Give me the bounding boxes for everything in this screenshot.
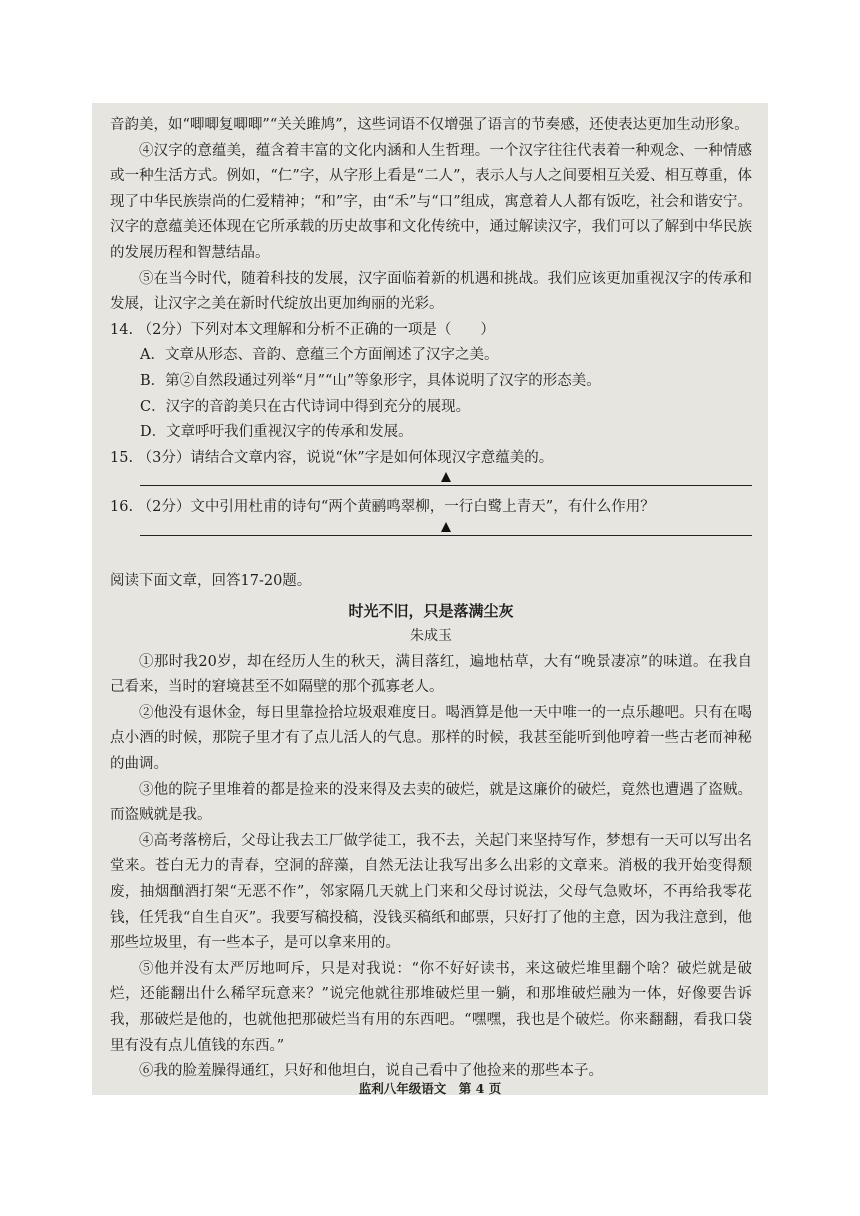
question-14-option-a[interactable]: A．文章从形态、音韵、意蕴三个方面阐述了汉字之美。 — [140, 347, 499, 364]
article-paragraph-5: ⑤他并没有太严厉地呵斥，只是对我说：“你不好好读书，来这破烂堆里翻个啥？破烂就是破烂，还能翻出什么稀罕玩意来？”说完他就往那堆破烂里一躺，和那堆破烂融为一体，好像要告诉我，那破烂是他的，也就他把那破烂当有用的东西吧。“嘿嘿，我也是个破烂。你来翻翻，看我口袋里有没有点儿值钱的东西。” — [110, 960, 752, 1054]
article-paragraph-3: ③他的院子里堆着的都是捡来的没来得及去卖的破烂，就是这廉价的破烂，竟然也遭遇了盗贼。而盗贼就是我。 — [110, 781, 752, 824]
article-paragraph-6: ⑥我的脸羞臊得通红，只好和他坦白，说自己看中了他捡来的那些本子。 — [139, 1063, 603, 1080]
article-paragraph-4: ④高考落榜后，父母让我去工厂做学徒工，我不去，关起门来坚持写作，梦想有一天可以写出名堂来。苍白无力的青春，空洞的辞藻，自然无法让我写出多么出彩的文章来。消极的我开始变得颓废，抽烟酗酒打架“无恶不作”，邻家隔几天就上门来和父母讨说法，父母气急败坏，不再给我零花钱，任凭我“自生自灭”。我要写稿投稿，没钱买稿纸和邮票，只好打了他的主意，因为我注意到，他那些垃圾里，有一些本子，是可以拿来用的。 — [110, 832, 752, 952]
article-paragraph-1: ①那时我20岁，却在经历人生的秋天，满目落红，遍地枯草，大有“晚景凄凉”的味道。在我自己看来，当时的窘境甚至不如隔壁的那个孤寡老人。 — [110, 653, 752, 696]
question-14-option-c[interactable]: C．汉字的音韵美只在古代诗词中得到充分的展现。 — [140, 398, 471, 415]
passage-paragraph-4: ④汉字的意蕴美，蕴含着丰富的文化内涵和人生哲理。一个汉字往往代表着一种观念、一种情感或一种生活方式。例如，“仁”字，从字形上看是“二人”，表示人与人之间要相互关爱、相互尊重，体现了中华民族崇尚的仁爱精神；“和”字，由“禾”与“口”组成，寓意着人人都有饭吃，社会和谐安宁。汉字的意蕴美还体现在它所承载的历史故事和文化传统中，通过解读汉字，我们可以了解到中华民族的发展历程和智慧结晶。 — [110, 142, 752, 261]
answer-rule — [140, 485, 752, 486]
question-14-option-d[interactable]: D．文章呼吁我们重视汉字的传承和发展。 — [140, 424, 413, 441]
question-15-stem: 15. （3分）请结合文章内容，说说“休”字是如何体现汉字意蕴美的。 — [110, 449, 554, 466]
passage-paragraph-3-continued: 音韵美，如“唧唧复唧唧”“关关雎鸠”，这些词语不仅增强了语言的节奏感，还使表达更加生动形象。 — [110, 117, 749, 133]
passage-paragraph-5: ⑤在当今时代，随着科技的发展，汉字面临着新的机遇和挑战。我们应该更加重视汉字的传承和发展，让汉字之美在新时代绽放出更加绚丽的光彩。 — [110, 270, 752, 313]
question-15-answer-line[interactable] — [140, 471, 752, 493]
question-14-stem: 14. （2分）下列对本文理解和分析不正确的一项是（ ） — [110, 321, 495, 338]
article-author: 朱成玉 — [410, 628, 452, 645]
article-paragraph-2: ②他没有退休金，每日里靠捡拾垃圾艰难度日。喝酒算是他一天中唯一的一点乐趣吧。只有在喝点小酒的时候，那院子里才有了点儿活人的气息。那样的时候，我甚至能听到他哼着一些古老而神秘的曲调。 — [110, 704, 752, 773]
page-content — [110, 113, 752, 1085]
reading-instructions: 阅读下面文章，回答17-20题。 — [110, 572, 312, 589]
answer-marker-icon — [441, 522, 451, 532]
answer-rule — [140, 535, 752, 536]
page-footer: 监利八年级语文 第 4 页 — [358, 1081, 502, 1096]
article-title: 时光不旧，只是落满尘灰 — [348, 601, 514, 620]
question-16-stem: 16. （2分）文中引用杜甫的诗句“两个黄鹂鸣翠柳，一行白鹭上青天”，有什么作用？ — [110, 499, 655, 516]
section-gap — [110, 543, 752, 569]
question-16-answer-line[interactable] — [140, 521, 752, 543]
answer-marker-icon — [441, 472, 451, 482]
question-14-option-b[interactable]: B．第②自然段通过列举“月”“山”等象形字，具体说明了汉字的形态美。 — [140, 372, 601, 389]
